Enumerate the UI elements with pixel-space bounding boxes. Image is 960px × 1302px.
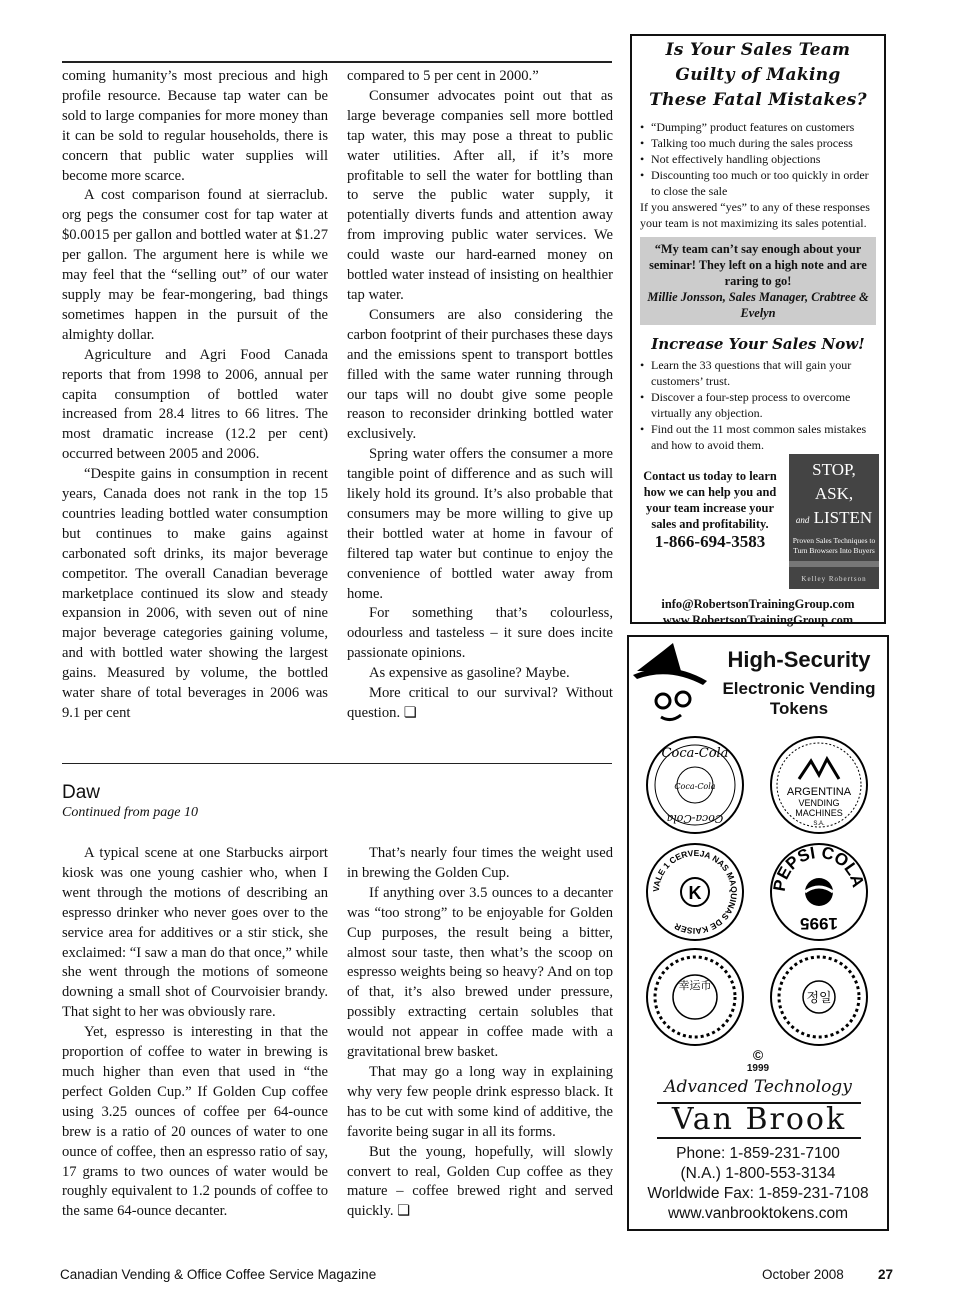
section-rule xyxy=(62,763,612,764)
daw-column-1 xyxy=(62,844,328,1222)
footer-magazine: Canadian Vending & Office Coffee Service Magazine xyxy=(60,1267,377,1282)
chinese-token-icon xyxy=(645,947,745,1047)
article1-column-2 xyxy=(347,67,613,724)
paragraph: Consumers are also considering the carbon footprint of their purchases these days and the emissions spent to transport bottles filled with the same water running through our taps will no doubt give some people reason to reconsider drinking bottled water exclusively. xyxy=(347,306,613,443)
paragraph: compared to 5 per cent in 2000.” xyxy=(347,68,539,84)
argentina-label: ARGENTINA xyxy=(786,786,852,798)
svg-text:PEPSI COLA: PEPSI COLA xyxy=(769,842,868,893)
svg-text:VENDING: VENDING xyxy=(798,798,840,808)
svg-text:VALE 1 CERVEJA NAS MAQUINAS DE: VALE 1 CERVEJA NAS MAQUINAS DE KAISER xyxy=(650,847,740,937)
sales-phone[interactable]: 1-866-694-3583 xyxy=(654,532,766,551)
na-phone[interactable]: (N.A.) 1-800-553-3134 xyxy=(680,1165,836,1182)
paragraph: As expensive as gasoline? Maybe. xyxy=(369,665,570,682)
paragraph: Spring water offers the consumer a more tangible point of difference and as such will likely hold its ground. It’s also probable that consumers may be more willing to give up their bottled water at home in favour of filtered tap water but continue to enjoy the convenience of bottled water away from home. xyxy=(347,446,613,602)
daw-column-2 xyxy=(347,844,613,1222)
vending-tokens-ad xyxy=(627,635,889,1231)
phone[interactable]: Phone: 1-859-231-7100 xyxy=(676,1145,840,1162)
paragraph: A cost comparison found at sierraclub. org pegs the consumer cost for tap water at $0.0015 per gallon and bottled water at $1.27 per gallon. The argument here is while we may feel that the “selling out” of our water supply may be fear-mongering, bad things sometimes happen in the pursuit of the almighty dollar. xyxy=(62,187,328,343)
pepsi-token-icon xyxy=(769,842,869,942)
website-link[interactable]: www.vanbrooktokens.com xyxy=(667,1205,849,1222)
list-item: • Discounting too much or too quickly in order to close the sale xyxy=(640,167,878,199)
svg-text:1995: 1995 xyxy=(800,914,838,933)
list-item: • Discover a four-step process to overcome virtually any objection. xyxy=(640,389,878,421)
paragraph: That may go a long way in explaining why very few people drink espresso black. It has to be cut with some kind of additive, the favorite being sugar in all its forms. xyxy=(347,1063,613,1140)
list-item: • Talking too much during the sales process xyxy=(640,135,878,151)
list-item: • “Dumping” product features on customers xyxy=(640,119,878,135)
svg-text:S.A.: S.A. xyxy=(813,821,825,827)
paragraph: For something that’s colourless, odourless and tasteless – it sure does incite passionate opinions. xyxy=(347,605,613,662)
tagline: Advanced Technology xyxy=(664,1077,852,1097)
top-rule xyxy=(62,61,612,63)
daw-title: Daw xyxy=(62,782,101,803)
paragraph: Consumer advocates point out that as large beverage companies sell more bottled tap water, this may pose a threat to public water utilities. After all, if it’s more profitable to sell the water for bottling than to serve the public water supply, it potentially diverts funds and attention away from improving public water services. We could waste our hard-earned money on bottled water instead of insisting on healthier tap water. xyxy=(347,87,613,303)
svg-text:Coca-Cola: Coca-Cola xyxy=(666,812,724,825)
testimonial: “My team can’t say enough about your seminar! They left on a high note and are raring to go! Millie Jonsson, Sales Manager, Crabtree & Evelyn xyxy=(640,237,876,325)
article1-column-1 xyxy=(62,67,328,724)
ad-headline: High-Security xyxy=(727,647,871,672)
ad-headline-2: Increase Your Sales Now! xyxy=(651,335,865,353)
contact-block: Contact us today to learn how we can help you and your team increase your sales and profitability. 1-866-694-3583 xyxy=(640,468,780,550)
paragraph: But the young, hopefully, will slowly convert to real, Golden Cup coffee as they mature – coffee brewed right and served quickly. ❏ xyxy=(347,1143,613,1220)
svg-text:K: K xyxy=(688,883,702,903)
list-item: • Find out the 11 most common sales mistakes and how to avoid them. xyxy=(640,421,878,453)
page-number: 27 xyxy=(878,1267,894,1282)
fax: Worldwide Fax: 1-859-231-7108 xyxy=(647,1185,869,1202)
book-cover: STOP, ASK, and LISTEN Proven Sales Techniques to Turn Browsers Into Buyers Kelley Robertson xyxy=(789,454,879,589)
list-item: • Not effectively handling objections xyxy=(640,151,878,167)
paragraph: That’s nearly four times the weight used in brewing the Golden Cup. xyxy=(347,845,613,881)
sales-training-ad xyxy=(630,34,886,627)
paragraph: More critical to our survival? Without question. ❏ xyxy=(347,685,613,721)
argentina-token-icon xyxy=(769,735,869,835)
paragraph: If anything over 3.5 ounces to a decanter was “too strong” to be enjoyable for Golden Cup purposes, the result being a bitter, almost sour taste, then what’s the scoop on espresso weights being so heavy? And on top of that, it’s also brewed under pressure, possibly extracting certain solubles that would not appear in coffee made with a gravitational brew basket. xyxy=(347,884,613,1061)
coca-cola-token-icon xyxy=(645,735,745,835)
svg-text:幸运币: 幸运币 xyxy=(678,979,712,992)
if-answered-text: If you answered “yes” to any of these responses your team is not maximizing its sales potential. xyxy=(640,200,870,230)
svg-text:Coca-Cola: Coca-Cola xyxy=(674,782,716,791)
email-link[interactable]: info@RobertsonTrainingGroup.com xyxy=(661,597,855,611)
benefits-list xyxy=(632,357,884,453)
coca-cola-label: Coca-Cola xyxy=(661,746,729,761)
copyright: © 1999 xyxy=(746,1047,770,1074)
paragraph: “Despite gains in consumption in recent years, Canada does not rank in the top 15 countries leading bottled water consumption but continues to make gains against carbonated soft drinks, its major beverage competitor. The overall Canadian beverage marketplace continued its slow and steady expansion in 2006, with seven out of nine major beverage categories gaining volume, and with bottled water showing the largest gains. Measured by volume, the bottled water share of total beverages in 2006 was 9.1 per cent xyxy=(62,466,328,721)
brand-logo: Van Brook xyxy=(657,1102,861,1139)
svg-text:정일: 정일 xyxy=(806,991,832,1006)
contact-info xyxy=(629,1144,887,1224)
footer-issue: October 2008 xyxy=(762,1267,844,1282)
website-link[interactable]: www.RobertsonTrainingGroup.com xyxy=(662,613,854,627)
paragraph: Agriculture and Agri Food Canada reports that from 1998 to 2006, annual per capita consumption of bottled water increased from 28.4 litres to 66 litres. The most dramatic increase (12.2 per cent) occurred between 2005 and 2006. xyxy=(62,346,328,463)
kaiser-token-icon xyxy=(645,842,745,942)
mistakes-list xyxy=(632,119,884,199)
ad-headline: Is Your Sales Team Guilty of Making These Fatal Mistakes? xyxy=(649,40,867,110)
mascot-icon xyxy=(633,641,713,731)
daw-continued-note: Continued from page 10 xyxy=(62,805,198,820)
korean-token-icon xyxy=(769,947,869,1047)
paragraph: A typical scene at one Starbucks airport kiosk was one young cashier who, when I went through the motions of describing an espresso drinker who never goes over to the service area for additives or a stir stick, she exclaimed: “I saw a man do that once,” while she went through the motions of someone downing a small shot of Courvoisier brandy. That sight to her was obviously rare. xyxy=(62,845,328,1021)
svg-text:MACHINES: MACHINES xyxy=(795,808,843,818)
list-item: • Learn the 33 questions that will gain your customers’ trust. xyxy=(640,357,878,389)
paragraph: Yet, espresso is interesting in that the proportion of coffee to water in brewing is much higher than even that used in “the perfect Golden Cup.” If Golden Cup coffee using 3.25 ounces of coffee per 64-ounce brew is a ratio of 20 ounces of water to one ounce of coffee, then an espresso ratio of say, 17 grams to two ounces of water would be roughly equivalent to 1.2 pounds of coffee to the same 64-ounce decanter. xyxy=(62,1024,328,1220)
contact-links xyxy=(632,596,884,628)
ad-subhead: Electronic Vending Tokens xyxy=(722,679,876,718)
paragraph: coming humanity’s most precious and high profile resource. Because tap water can be sold to large companies for more money than it can be sold to regular households, there is concern that public water supplies will become more scarce. xyxy=(62,68,328,184)
